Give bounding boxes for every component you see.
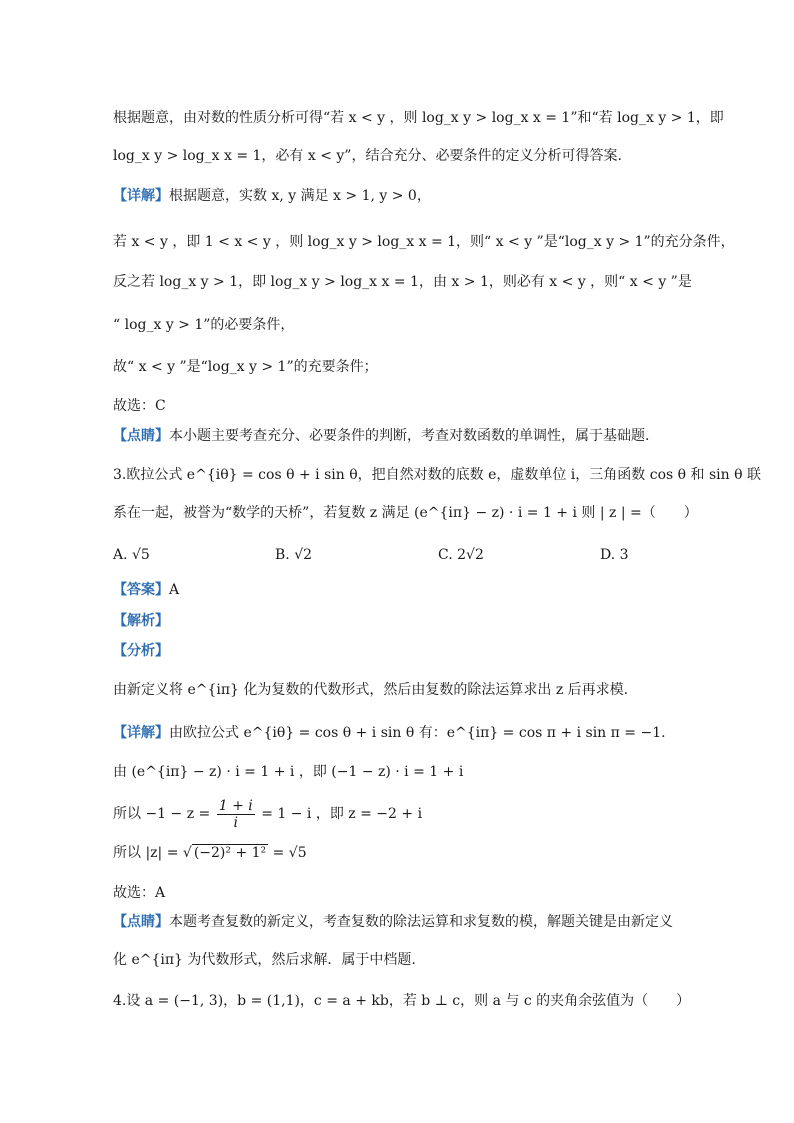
text-line [113,722,734,744]
text-line: 由 (e^{iπ} − z) · i = 1 + i ，即 (−1 − z) · i = 1 + i [113,764,464,780]
text-span: = √5 [272,845,307,861]
sqrt-sign: √ [182,845,192,861]
text-line [113,579,734,601]
text-line: 由新定义将 e^{iπ} 化为复数的代数形式，然后由复数的除法运算求出 z 后再求模. [113,682,629,698]
text-line [113,842,734,864]
text-line [113,797,734,831]
section-tag-thinking: 【分析】 [113,643,169,659]
answer-value: A [169,582,180,598]
section-tag-analysis: 【解析】 [113,613,169,629]
text-line [113,911,734,933]
text-line: 若 x < y ，即 1 < x < y ，则 log_x y > log_x x = 1，则“ x < y ”是“log_x y > 1”的充分条件， [113,234,735,250]
text-span: = 1 − i ，即 z = −2 + i [261,806,423,822]
text-span: 根据题意，实数 x, y 满足 x > 1, y > 0， [169,188,431,204]
text-line: 反之若 log_x y > 1，即 log_x y > log_x x = 1，由 x > 1，则必有 x < y ，则“ x < y ”是 [113,274,692,290]
text-line: 故“ x < y ”是“log_x y > 1”的充要条件； [113,359,378,375]
option-d: D. 3 [600,547,629,563]
text-line: 化 e^{iπ} 为代数形式，然后求解．属于中档题. [113,952,416,968]
text-line: 故选：A [113,885,166,901]
section-tag-answer: 【答案】 [113,582,169,598]
text-span: 本题考查复数的新定义，考查复数的除法运算和求复数的模，解题关键是由新定义 [169,914,673,930]
fraction-numerator: 1 + i [218,797,253,814]
question-3-stem: 系在一起，被誉为“数学的天桥”，若复数 z 满足 (e^{iπ} − z) · i = 1 + i 则 | z | =（ ） [113,505,698,521]
text-span: 本小题主要考查充分、必要条件的判断，考查对数函数的单调性，属于基础题. [169,428,650,444]
text-line [113,610,734,632]
text-span: 所以 |z| = [113,845,179,861]
text-line: log_x y > log_x x = 1，必有 x < y”，结合充分、必要条件的定义分析可得答案. [113,148,622,164]
section-tag-remark: 【点睛】 [113,428,169,444]
section-tag-remark: 【点睛】 [113,914,169,930]
text-line: “ log_x y > 1”的必要条件， [113,317,295,333]
section-tag-detail: 【详解】 [113,725,169,741]
question-4-stem: 4.设 a = (−1, 3)，b = (1,1)，c = a + kb，若 b ⊥ c，则 a 与 c 的夹角余弦值为（ ） [113,993,691,1009]
text-span: 所以 −1 − z = [113,806,211,822]
question-3-stem: 3.欧拉公式 e^{iθ} = cos θ + i sin θ，把自然对数的底数 e，虚数单位 i，三角函数 cos θ 和 sin θ 联 [113,467,761,483]
text-span: 由欧拉公式 e^{iθ} = cos θ + i sin θ 有：e^{iπ} = cos π + i sin π = −1. [169,725,666,741]
fraction [217,798,255,831]
option-c: C. 2√2 [438,547,484,563]
radicand: (−2)² + 1² [193,845,267,861]
section-tag-detail: 【详解】 [113,188,169,204]
text-line [113,185,734,207]
text-line [113,640,734,662]
option-b: B. √2 [275,547,313,563]
fraction-denominator: i [233,814,238,831]
text-line: 根据题意，由对数的性质分析可得“若 x < y ，则 log_x y > log_x x = 1”和“若 log_x y > 1，即 [113,110,724,126]
option-a: A. √5 [113,547,150,563]
text-line: 故选：C [113,398,166,414]
text-line [113,425,734,447]
